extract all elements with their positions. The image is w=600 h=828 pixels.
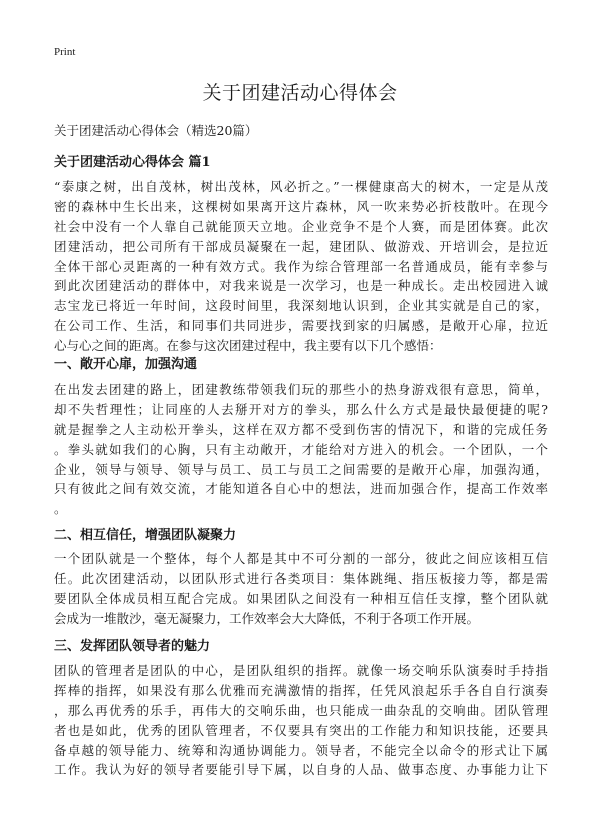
text-line: 心与心之间的距离。在参与这次团建过程中，我主要有以下几个感悟：: [54, 338, 442, 354]
text-line: 挥棒的指挥，如果没有那么优雅而充满激情的指挥，任凭风浪起乐手各自自行演奏: [54, 682, 548, 698]
text-line: 团队的管理者是团队的中心，是团队组织的指挥。就像一场交响乐队演奏时手持指: [54, 663, 548, 678]
page-title: 关于团建活动心得体会: [202, 82, 398, 104]
text-line: 团建活动，把公司所有干部成员凝聚在一起，建团队、做游戏、开培训会，是拉近: [54, 238, 548, 254]
text-line: 只有彼此之间有效交流，才能知道各自心中的想法，进而加强合作，提高工作效率: [54, 481, 548, 497]
text-line: 到此次团建活动的群体中，对我来说是一次学习，也是一种成长。走出校园进入诚: [54, 278, 548, 294]
text-line: ，那么再优秀的乐手，再伟大的交响乐曲，也只能成一曲杂乱的交响曲。团队管理: [54, 702, 548, 718]
text-line: 全体干部心灵距离的一种有效方式。我作为综合管理部一名普通成员，能有幸参与: [54, 258, 548, 274]
text-line: 就是握拳之人主动松开拳头，这样在双方都不受到伤害的情况下，和谐的完成任务: [54, 421, 548, 437]
text-line: 者也是如此，优秀的团队管理者，不仅要具有突出的工作能力和知识技能，还要具: [54, 722, 548, 738]
section-1-paragraph: [54, 380, 548, 519]
section-heading-1: 一、敞开心扉，加强沟通: [54, 357, 198, 372]
text-line: 任。此次团建活动，以团队形式进行各类项目：集体跳绳、指压板接力等，都是需: [54, 570, 548, 586]
text-line: 却不失哲理性；让同座的人去掰开对方的拳头，那么什么方式是最快最便捷的呢?: [54, 401, 548, 417]
section-heading-3: 三、发挥团队领导者的魅力: [54, 639, 211, 654]
section-heading-2: 二、相互信任，增强团队凝聚力: [54, 528, 237, 543]
section-2-paragraph: [54, 549, 548, 629]
text-line: 社会中没有一个人靠自己就能顶天立地。企业竞争不是个人赛，而是团体赛。此次: [54, 218, 548, 234]
text-line: 要团队全体成员相互配合完成。如果团队之间没有一种相互信任支撑，整个团队就: [54, 590, 548, 606]
text-line: 密的森林中生长出来，这棵树如果离开这片森林，风一吹来势必折枝散叶。在现今: [54, 198, 548, 214]
text-line: 在出发去团建的路上，团建教练带领我们玩的那些小的热身游戏很有意思，简单，: [54, 382, 548, 397]
text-line: 。拳头就如我们的心胸，只有主动敞开，才能给对方进入的机会。一个团队，一个: [54, 441, 548, 457]
text-line: 企业，领导与领导、领导与员工、员工与员工之间需要的是敞开心扉，加强沟通，: [54, 461, 548, 477]
article-heading: 关于团建活动心得体会 篇1: [54, 155, 211, 170]
text-line: 。: [54, 501, 67, 517]
intro-paragraph: [54, 177, 548, 356]
text-line: 备卓越的领导能力、统筹和沟通协调能力。领导者，不能完全以命令的形式让下属: [54, 742, 548, 758]
text-line: 工作。我认为好的领导者要能引导下属，以自身的人品、做事态度、办事能力让下: [54, 762, 548, 778]
text-line: “泰康之树，出自茂林，树出茂林，风必折之。”一棵健康高大的树木，一定是从茂: [54, 179, 548, 194]
text-line: 一个团队就是一个整体，每个人都是其中不可分割的一部分，彼此之间应该相互信: [54, 551, 548, 566]
text-line: 志宝龙已将近一年时间，这段时间里，我深刻地认识到，企业其实就是自己的家，: [54, 298, 548, 314]
print-link[interactable]: Print: [54, 46, 76, 58]
section-3-paragraph: [54, 661, 548, 780]
text-line: 在公司工作、生活，和同事们共同进步，需要找到家的归属感，是敞开心扉，拉近: [54, 318, 548, 334]
document-subtitle: 关于团建活动心得体会（精选20篇）: [54, 123, 258, 138]
text-line: 会成为一堆散沙，毫无凝聚力，工作效率会大大降低，不利于各项工作开展。: [54, 610, 480, 626]
